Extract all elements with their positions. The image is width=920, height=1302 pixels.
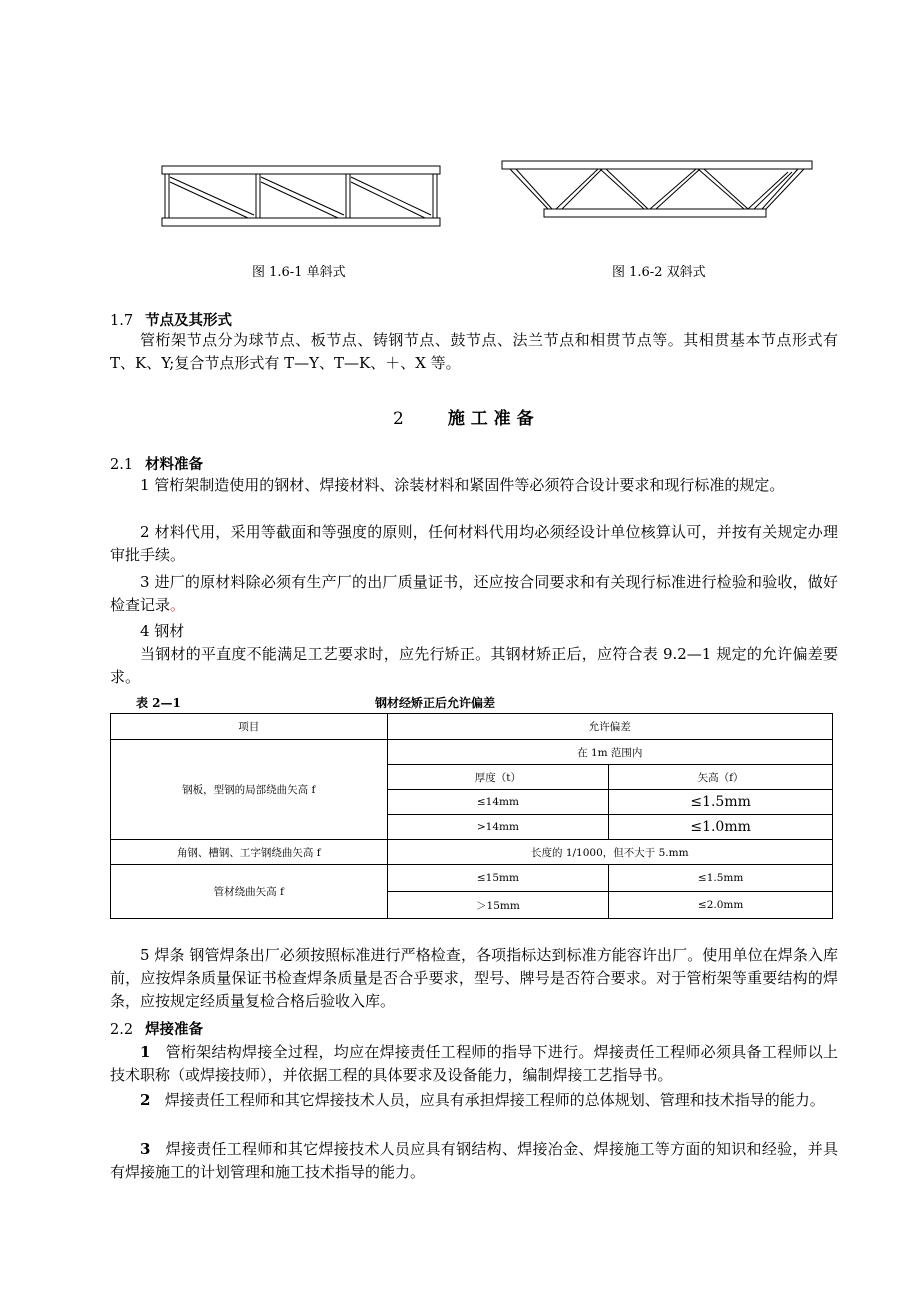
row1-thickness-2: >14mm xyxy=(387,815,609,840)
row1-thickness-1: ≤14mm xyxy=(387,790,609,815)
truss-single-diagonal-figure xyxy=(160,165,442,229)
chapter-heading xyxy=(393,404,534,429)
truss-double-diagonal-figure xyxy=(500,160,814,220)
table-row xyxy=(111,740,833,765)
paragraph-text: 焊接责任工程师和其它焊接技术人员应具有钢结构、焊接冶金、焊接施工等方面的知识和经验，并具有焊接施工的计划管理和施工技术指导的能力。 xyxy=(110,1140,838,1181)
paragraph-text: 焊接责任工程师和其它焊接技术人员，应具有承担焊接工程师的总体规划、管理和技术指导的能力。 xyxy=(164,1091,825,1109)
item-number: 2 xyxy=(140,1091,151,1109)
welding-rod-paragraph: 5 焊条 钢管焊条出厂必须按照标准进行严格检查，各项指标达到标准方能容许出厂。使用单位在焊条入库前，应按焊条质量保证书检查焊条质量是否合乎要求，型号、牌号是否符合要求。对于管桁架等重要结构的焊条，应按规定经质量复检合格后验收入库。 xyxy=(110,946,838,1010)
material-paragraph-1: 1 管桁架制造使用的钢材、焊接材料、涂装材料和紧固件等必须符合设计要求和现行标准的规定。 xyxy=(140,476,785,494)
row1-item: 钢板，型钢的局部绕曲矢高 f xyxy=(111,740,388,840)
header-thickness: 厚度（t） xyxy=(387,765,609,790)
red-period: 。 xyxy=(170,596,186,614)
section-number: 1.7 xyxy=(110,313,134,329)
section-1-7-body: 管桁架节点分为球节点、板节点、铸钢节点、鼓节点、法兰节点和相贯节点等。其相贯基本节点形式有 T、K、Y;复合节点形式有 T—Y、T—K、＋、X 等。 xyxy=(110,331,838,372)
tolerance-table xyxy=(110,713,833,919)
material-paragraph-2: 2 材料代用，采用等截面和等强度的原则，任何材料代用均必须经设计单位核算认可，并按有关规定办理审批手续。 xyxy=(110,523,838,564)
section-1-7-heading xyxy=(110,309,232,330)
table-label: 表 2—1 xyxy=(136,696,181,710)
row3-sag-2: ≤2.0mm xyxy=(609,892,833,919)
weld-prep-paragraph-3 xyxy=(110,1138,838,1184)
row3-thickness-2: ＞15mm xyxy=(387,892,609,919)
paragraph-text: 管桁架结构焊接全过程，均应在焊接责任工程师的指导下进行。焊接责任工程师必须具备工程师以上技术职称（或焊接技师），并依据工程的具体要求及设备能力，编制焊接工艺指导书。 xyxy=(110,1043,838,1084)
row3-item: 管材绕曲矢高 f xyxy=(111,865,388,919)
weld-prep-paragraph-1 xyxy=(110,1041,838,1087)
section-number: 2.2 xyxy=(110,1022,134,1038)
section-2-2-heading xyxy=(110,1018,203,1039)
figure-1-caption: 图 1.6-1 单斜式 xyxy=(252,265,346,280)
item-number: 1 xyxy=(140,1043,151,1061)
section-title: 材料准备 xyxy=(145,456,204,473)
row1-sag-2: ≤1.0mm xyxy=(609,815,833,840)
table-row xyxy=(111,840,833,865)
row1-sag-1: ≤1.5mm xyxy=(609,790,833,815)
section-2-1-heading xyxy=(110,453,203,474)
header-sag: 矢高（f） xyxy=(609,765,833,790)
table-title: 钢材经矫正后允许偏差 xyxy=(375,696,496,710)
chapter-number: 2 xyxy=(393,409,404,429)
row3-thickness-1: ≤15mm xyxy=(387,865,609,892)
weld-prep-paragraph-2 xyxy=(110,1089,838,1112)
material-paragraph-5: 当钢材的平直度不能满足工艺要求时，应先行矫正。其钢材矫正后，应符合表 9.2—1 规定的允许偏差要求。 xyxy=(110,645,838,686)
material-paragraph-3 xyxy=(110,571,838,617)
section-number: 2.1 xyxy=(110,457,134,473)
figure-2-caption: 图 1.6-2 双斜式 xyxy=(612,265,706,280)
row3-sag-1: ≤1.5mm xyxy=(609,865,833,892)
table-header-row xyxy=(111,714,833,740)
section-title: 焊接准备 xyxy=(145,1021,204,1038)
paragraph-text: 3 进厂的原材料除必须有生产厂的出厂质量证书，还应按合同要求和有关现行标准进行检验和验收，做好检查记录 xyxy=(110,573,838,614)
section-title: 节点及其形式 xyxy=(145,312,233,329)
row2-value: 长度的 1/1000，但不大于 5.mm xyxy=(387,840,832,865)
chapter-title: 施 工 准 备 xyxy=(447,409,534,429)
row2-item: 角钢、槽钢、工字钢绕曲矢高 f xyxy=(111,840,388,865)
range-label: 在 1m 范围内 xyxy=(387,740,832,765)
header-allowance: 允许偏差 xyxy=(387,714,832,740)
item-number: 3 xyxy=(140,1140,151,1158)
header-item: 项目 xyxy=(111,714,388,740)
material-paragraph-4: 4 钢材 xyxy=(140,622,185,640)
table-row xyxy=(111,865,833,892)
